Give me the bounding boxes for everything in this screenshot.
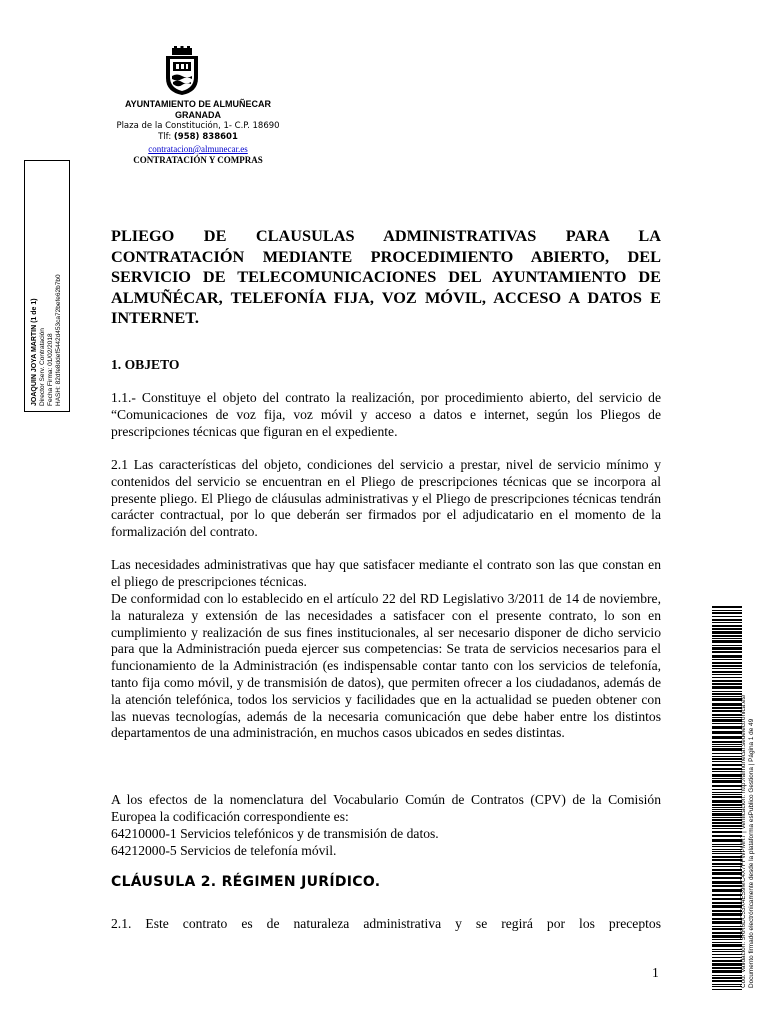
signer-name: JOAQUIN JOYA MARTIN (1 de 1) [31,298,38,406]
address: Plaza de la Constitución, 1- C.P. 18690 [116,121,280,131]
signer-role: Director Serv. Contratación [39,328,46,406]
phone-number: (958) 838601 [173,132,238,142]
paragraph-2-1: 2.1 Las características del objeto, condiciones del servicio a prestar, nivel de servicio mínimo y contenidos del servicio se encuentran en el Pliego de prescripciones técnicas que se incorpora al presente pliego. El Pliego de cláusulas administrativas y el Pliego de prescripciones técnicas tendrán carácter contractual, por lo que deberán ser firmados por el adjudicatario en el momento de la formalización del contrato. [111,457,661,540]
department: CONTRATACIÓN Y COMPRAS [133,155,263,165]
paragraph-necesidades: Las necesidades administrativas que hay que satisfacer mediante el contrato son las que constan en el pliego de prescripciones técnicas. [111,557,661,589]
section-heading-objeto: 1. OBJETO [111,357,180,372]
phone-label: Tlf: [158,132,174,142]
org-name: AYUNTAMIENTO DE ALMUÑECAR [124,99,271,109]
province: GRANADA [175,110,221,120]
phone [108,132,288,143]
signature-box [24,160,70,412]
cpv-code-1: 64210000-1 Servicios telefónicos y de transmisión de datos. [111,826,439,841]
signature-hash: HASH: 82dfe8ddef5442d453ca72befe62b7b0 [55,274,62,406]
page-number: 1 [652,965,659,980]
coat-of-arms-logo [162,46,202,96]
letterhead [108,99,288,166]
signature-date: Fecha Firma: 01/02/2018 [47,333,54,406]
paragraph-1-1: 1.1.- Constituye el objeto del contrato la realización, por procedimiento abierto, del servicio de “Comunicaciones de voz fija, voz móvil y acceso a datos e internet, según los Pliegos de prescripciones técnicas que figuran en el expediente. [111,390,661,439]
paragraph-cpv: A los efectos de la nomenclatura del Vocabulario Común de Contratos (CPV) de la Comisión Europea la codificación correspondiente es: [111,792,661,824]
signed-notice: Documento firmado electrónicamente desde la plataforma esPublico Gestiona | Página 1 de 49 [748,718,755,988]
validation-strip [738,606,758,990]
paragraph-conformidad: De conformidad con lo establecido en el artículo 22 del RD Legislativo 3/2011 de 14 de noviembre, la naturaleza y extensión de las necesidades a satisfacer con el presente contrato, lo son en cumplimiento y realización de sus fines institucionales, al ser necesario disponer de dicho servicio para que la Administración pueda ejercer sus competencias: Se trata de servicios necesarios para el funcionamiento de la Administración (es indispensable contar tanto con los servicios de telefonía, tanto fija como móvil, y de transmisión de datos), que permiten ofrecer a los ciudadanos, además de la atención telefónica, todos los servicios y facilidades que en la actualidad se pueden obtener con las nuevas tecnologías, además de la necesaria comunicación que debe haber entre los distintos departamentos de una administración, en muchos casos ubicados en sedes distintas. [111,591,661,741]
validation-code: Cód. Validación: 5RR6DC53X4ES9MC4X7FFWPMR7 | Verificación: http://almunecar.sedelectronica.es/ [740,694,747,988]
document-title: PLIEGO DE CLAUSULAS ADMINISTRATIVAS PARA LA CONTRATACIÓN MEDIANTE PROCEDIMIENTO ABIERTO, DEL SERVICIO DE TELECOMUNICACIONES DEL AYUNTAMIENTO DE ALMUÑÉCAR, TELEFONÍA FIJA, VOZ MÓVIL, ACCESO A DATOS E INTERNET. [111,226,661,327]
cpv-code-2: 64212000-5 Servicios de telefonía móvil. [111,843,337,858]
section-heading-regimen: CLÁUSULA 2. RÉGIMEN JURÍDICO. [111,874,381,890]
email-link[interactable]: contratacion@almunecar.es [148,144,248,154]
paragraph-2-1-regimen: 2.1. Este contrato es de naturaleza administrativa y se regirá por los preceptos [111,916,661,931]
